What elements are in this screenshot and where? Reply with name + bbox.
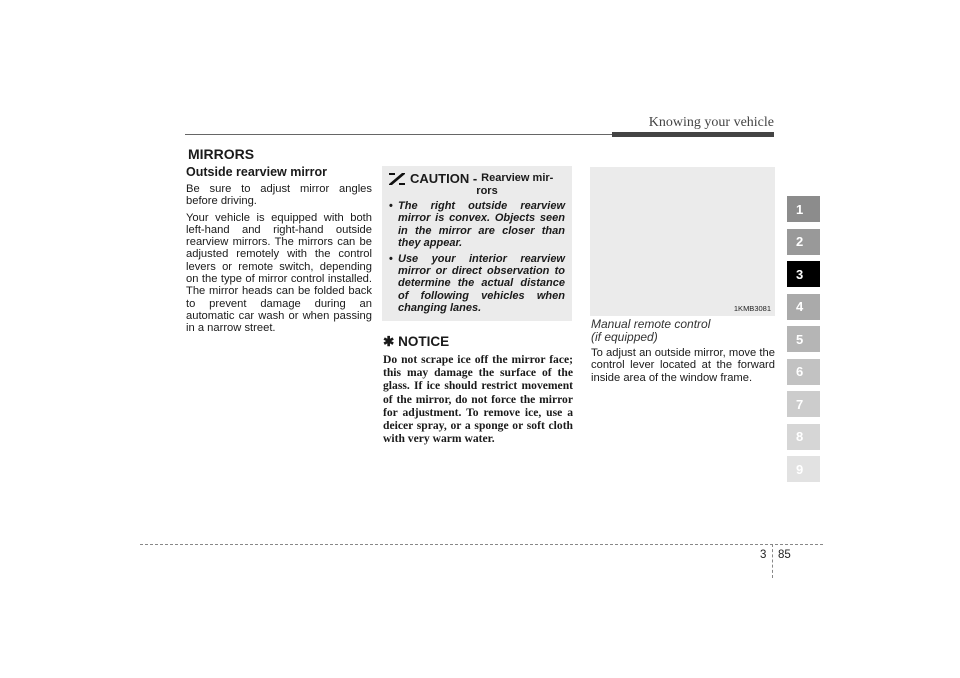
heading-line: (if equipped) [591,330,658,344]
chapter-tab-1[interactable]: 1 [787,196,820,222]
caution-item: • The right outside rearview mirror is convex. Objects seen in the mirror are closer than they appear. [389,200,565,250]
caution-label: CAUTION - [410,171,478,186]
chapter-tab-5[interactable]: 5 [787,326,820,352]
figure-image-placeholder [590,167,775,316]
header-rule-accent [612,132,774,137]
page-chapter-number: 3 [760,549,767,561]
chapter-tab-8[interactable]: 8 [787,424,820,450]
column-manual-remote [591,318,775,388]
chapter-tab-4[interactable]: 4 [787,294,820,320]
chapter-tab-7[interactable]: 7 [787,391,820,417]
heading-line: Manual remote control [591,317,711,331]
caution-item: • Use your interior rearview mirror or direct observation to determine the actual distance of following vehicles when changing lanes. [389,253,565,315]
notice-body: Do not scrape ice off the mirror face; this may damage the surface of the glass. If ice should restrict movement of the mirror, do not force the mirror for adjustment. To remove ice, use a deicer spray, or a sponge or soft cloth with very warm water. [383,353,573,446]
caution-list [389,200,565,315]
notice-label: NOTICE [398,334,450,349]
notice-block [383,334,573,445]
chapter-tab-9[interactable]: 9 [787,456,820,482]
footer-divider [772,544,773,578]
caution-pencil-icon [389,173,405,185]
paragraph: To adjust an outside mirror, move the control lever located at the forward inside area of the window frame. [591,347,775,384]
footer-rule [140,544,823,545]
figure-code: 1KMB3081 [733,304,771,313]
caution-box [382,166,572,321]
chapter-tab-3[interactable]: 3 [787,261,820,287]
notice-asterisk-icon: ✱ [383,334,395,349]
paragraph: Be sure to adjust mirror angles before driving. [186,183,372,208]
running-header-title: Knowing your vehicle [648,115,774,130]
section-title: MIRRORS [188,146,255,162]
chapter-tab-6[interactable]: 6 [787,359,820,385]
caution-topic: Rearview mir- [481,172,554,184]
paragraph: Your vehicle is equipped with both left-hand and right-hand outside rearview mirrors. The mirrors can be adjusted remotely with the control levers or remote switch, depending on the type of mirror control installed. The mirror heads can be folded back to prevent damage during an automatic car wash or when passing in a narrow street. [186,211,372,335]
notice-header [383,334,573,350]
chapter-tabs [787,196,820,489]
caution-topic-continued: rors [476,185,498,197]
subsection-heading: Outside rearview mirror [186,165,328,179]
caution-header [389,172,565,185]
subsection-heading [591,318,775,344]
header-rule [185,134,615,135]
chapter-tab-2[interactable]: 2 [787,229,820,255]
column-outside-mirror [186,165,372,339]
page-number: 85 [778,549,791,561]
